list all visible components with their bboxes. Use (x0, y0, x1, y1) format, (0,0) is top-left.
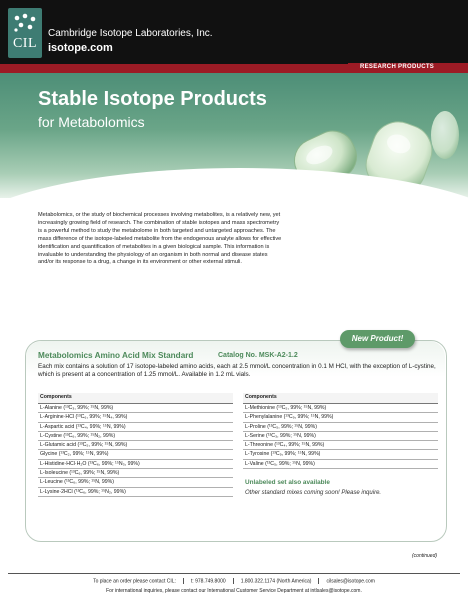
table-row: L-Lysine·2HCl (¹³C₆, 99%; ¹⁵N₂, 99%) (38, 488, 233, 497)
table-row: L-Proline (¹³C₅, 99%; ¹⁵N, 99%) (243, 423, 438, 432)
continued-label: (continued) (412, 553, 438, 559)
footer-divider (8, 573, 460, 574)
section-label: RESEARCH PRODUCTS (360, 64, 435, 70)
table-header: Components (38, 393, 233, 404)
sales-email[interactable]: cilsales@isotope.com (326, 578, 375, 585)
website-link[interactable]: isotope.com (48, 42, 113, 54)
separator (318, 578, 319, 584)
components-table-left (38, 393, 233, 497)
separator (233, 578, 234, 584)
new-product-badge: New Product! (340, 330, 415, 348)
company-name: Cambridge Isotope Laboratories, Inc. (48, 28, 213, 39)
components-table-right (243, 393, 438, 469)
table-row: L-Threonine (¹³C₄, 99%; ¹⁵N, 99%) (243, 441, 438, 450)
phone-number[interactable]: t: 978.749.8000 (190, 578, 226, 585)
product-description: Each mix contains a solution of 17 isotope-labeled amino acids, each at 2.5 mmol/L concentration in 0.1 M HCl, with the exception of L-cystine, which is present at a concentration of 1.25 mmol/L. Available in 1.2 mL vials. (38, 363, 436, 379)
table-row: Glycine (¹³C₂, 99%; ¹⁵N, 99%) (38, 450, 233, 459)
molecule-icon (11, 12, 39, 34)
toll-free-number[interactable]: 1.800.322.1174 (North America) (240, 578, 312, 585)
page-subtitle: for Metabolomics (38, 114, 145, 130)
table-row: L-Arginine·HCl (¹³C₆, 99%; ¹⁵N₄, 99%) (38, 413, 233, 422)
table-row: L-Isoleucine (¹³C₆, 99%; ¹⁵N, 99%) (38, 469, 233, 478)
table-row: L-Cystine (¹³C₆, 99%; ¹⁵N₂, 99%) (38, 432, 233, 441)
table-row: L-Methionine (¹³C₅, 99%; ¹⁵N, 99%) (243, 404, 438, 413)
product-title: Metabolomics Amino Acid Mix Standard (38, 351, 194, 360)
table-row: L-Aspartic acid (¹³C₄, 99%; ¹⁵N, 99%) (38, 423, 233, 432)
catalog-number: Catalog No. MSK-A2-1.2 (218, 352, 298, 359)
table-row: L-Leucine (¹³C₆, 99%; ¹⁵N, 99%) (38, 478, 233, 487)
footer-contact (0, 578, 468, 584)
table-row: L-Histidine·HCl·H₂O (¹³C₆, 99%; ¹⁵N₃, 99%) (38, 460, 233, 469)
order-label: To place an order please contact CIL: (93, 578, 176, 585)
unlabeled-note: Unlabeled set also available (245, 479, 330, 486)
table-row: L-Serine (¹³C₃, 99%; ¹⁵N, 99%) (243, 432, 438, 441)
table-row: L-Tyrosine (¹³C₉, 99%; ¹⁵N, 99%) (243, 450, 438, 459)
separator (183, 578, 184, 584)
intro-paragraph: Metabolomics, or the study of biochemical processes involving metabolites, is a relatively new, yet increasingly growing field of research. The combination of stable isotopes and mass spectrometry is a powerful method to study the metabolome in both targeted and untargeted approaches. The mass difference of the isotope-labeled metabolite from the endogenous analyte allows for effective identification and quantification of metabolites in a given biological sample. This information is invaluable to understanding the physiology of an organism in both normal and disease states and/or its response to a drug, a change in its environment or other external stimuli. (38, 212, 282, 266)
table-row: L-Phenylalanine (¹³C₉, 99%; ¹⁵N, 99%) (243, 413, 438, 422)
coming-soon-note: Other standard mixes coming soon! Please inquire. (245, 490, 382, 496)
logo-text: CIL (12, 36, 38, 51)
page-title: Stable Isotope Products (38, 88, 267, 110)
table-row: L-Alanine (¹³C₃, 99%; ¹⁵N, 99%) (38, 404, 233, 413)
international-note: For international inquiries, please contact our International Customer Service Department at intlsales@isotope.com. (106, 588, 362, 594)
table-row: L-Glutamic acid (¹³C₅, 99%; ¹⁵N, 99%) (38, 441, 233, 450)
table-row: L-Valine (¹³C₅, 99%; ¹⁵N, 99%) (243, 460, 438, 469)
table-header: Components (243, 393, 438, 404)
